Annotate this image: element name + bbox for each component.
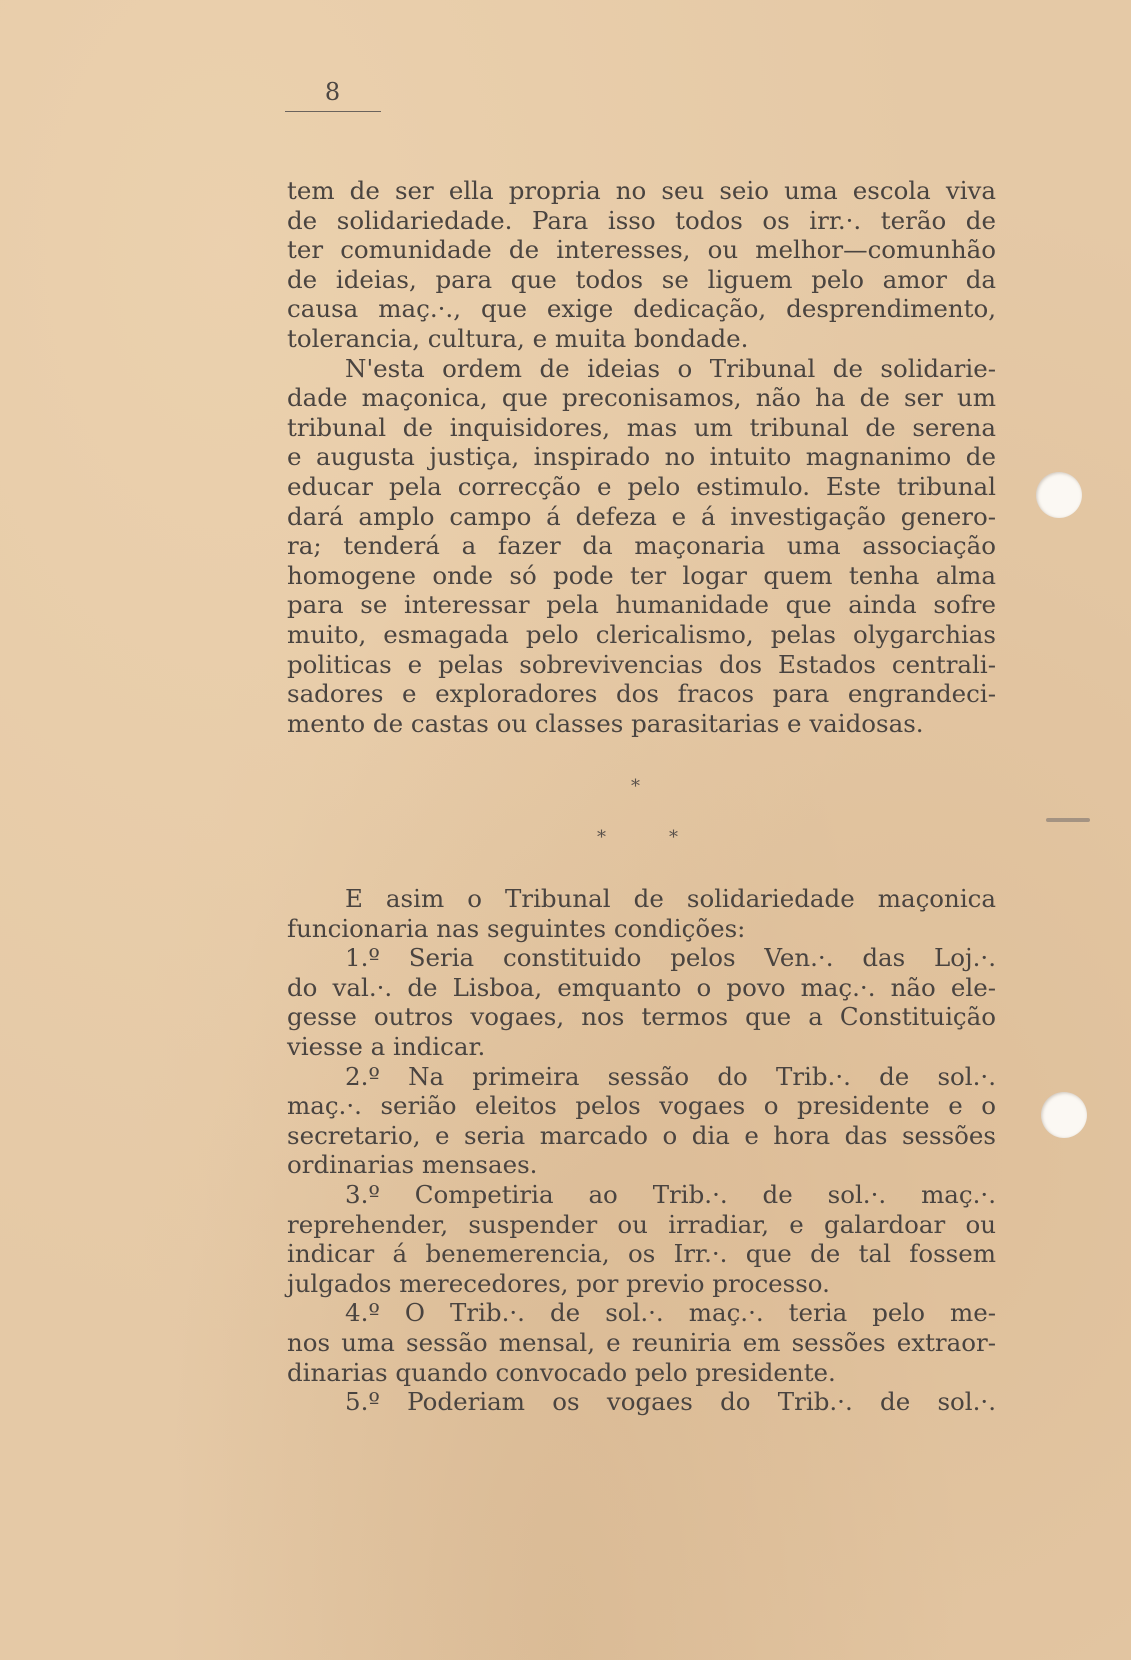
- text-line: para se interessar pela humanidade que ainda sofre: [287, 590, 996, 620]
- text-line: nos uma sessão mensal, e reuniria em sessões extraor-: [287, 1327, 996, 1357]
- text-line: educar pela correcção e pelo estimulo. Este tribunal: [287, 471, 996, 501]
- text-line: tem de ser ella propria no seu seio uma escola viva: [287, 176, 996, 205]
- text-line: politicas e pelas sobrevivencias dos Estados centrali-: [287, 649, 996, 679]
- asterism-star: *: [631, 776, 640, 797]
- text-line: reprehender, suspender ou irradiar, e galardoar ou: [287, 1209, 996, 1239]
- text-line: N'esta ordem de ideias o Tribunal de solidarie-: [345, 353, 996, 383]
- paragraph-solidarity-school: [287, 176, 996, 738]
- condition-5-line: 5.º Poderiam os vogaes do Trib.·. de sol.·.: [345, 1387, 996, 1417]
- page-number: 8: [324, 78, 342, 106]
- text-line: gesse outros vogaes, nos termos que a Constituição: [287, 1002, 996, 1032]
- text-line: secretario, e seria marcado o dia e hora das sessões: [287, 1120, 996, 1150]
- text-line: homogene onde só pode ter logar quem tenha alma: [287, 560, 996, 590]
- text-line: dará amplo campo á defeza e á investigação genero-: [287, 501, 996, 531]
- text-line: de solidariedade. Para isso todos os irr.·. terão de: [287, 205, 996, 235]
- text-line: mento de castas ou classes parasitarias e vaidosas.: [287, 708, 924, 738]
- page-number-rule: [285, 111, 381, 112]
- text-line: ordinarias mensaes.: [287, 1150, 538, 1180]
- text-line: de ideias, para que todos se liguem pelo amor da: [287, 264, 996, 294]
- text-line: julgados merecedores, por previo processo.: [287, 1268, 830, 1298]
- text-line: e augusta justiça, inspirado no intuito magnanimo de: [287, 442, 996, 472]
- text-line: tolerancia, cultura, e muita bondade.: [287, 323, 749, 353]
- binding-hole: [1036, 472, 1082, 518]
- paper-tear-mark: [1046, 818, 1090, 822]
- condition-4-line: 4.º O Trib.·. de sol.·. maç.·. teria pelo me-: [345, 1298, 996, 1328]
- text-line: viesse a indicar.: [287, 1031, 486, 1061]
- text-line: dade maçonica, que preconisamos, não ha de ser um: [287, 383, 996, 413]
- paragraph-tribunal-conditions: [287, 884, 996, 1417]
- text-line: causa maç.·., que exige dedicação, desprendimento,: [287, 294, 996, 324]
- condition-2-line: 2.º Na primeira sessão do Trib.·. de sol.·.: [345, 1061, 996, 1091]
- text-line: sadores e exploradores dos fracos para engrandeci-: [287, 679, 996, 709]
- text-line: muito, esmagada pelo clericalismo, pelas olygarchias: [287, 619, 996, 649]
- text-line: funcionaria nas seguintes condições:: [287, 913, 746, 943]
- text-line: maç.·. serião eleitos pelos vogaes o presidente e o: [287, 1091, 996, 1121]
- text-line: do val.·. de Lisboa, emquanto o povo maç.·. não ele-: [287, 972, 996, 1002]
- text-line: ter comunidade de interesses, ou melhor—comunhão: [287, 235, 996, 265]
- text-line: indicar á benemerencia, os Irr.·. que de tal fossem: [287, 1239, 996, 1269]
- text-line: E asim o Tribunal de solidariedade maçonica: [345, 884, 996, 913]
- condition-3-line: 3.º Competiria ao Trib.·. de sol.·. maç.·.: [345, 1179, 996, 1209]
- binding-hole: [1041, 1092, 1087, 1138]
- text-line: dinarias quando convocado pelo presidente.: [287, 1357, 836, 1387]
- text-line: ra; tenderá a fazer da maçonaria uma associação: [287, 531, 996, 561]
- asterism-star: *: [669, 827, 678, 848]
- condition-1-line: 1.º Seria constituido pelos Ven.·. das Loj.·.: [345, 943, 996, 973]
- asterism-star: *: [597, 827, 606, 848]
- text-line: tribunal de inquisidores, mas um tribunal de serena: [287, 412, 996, 442]
